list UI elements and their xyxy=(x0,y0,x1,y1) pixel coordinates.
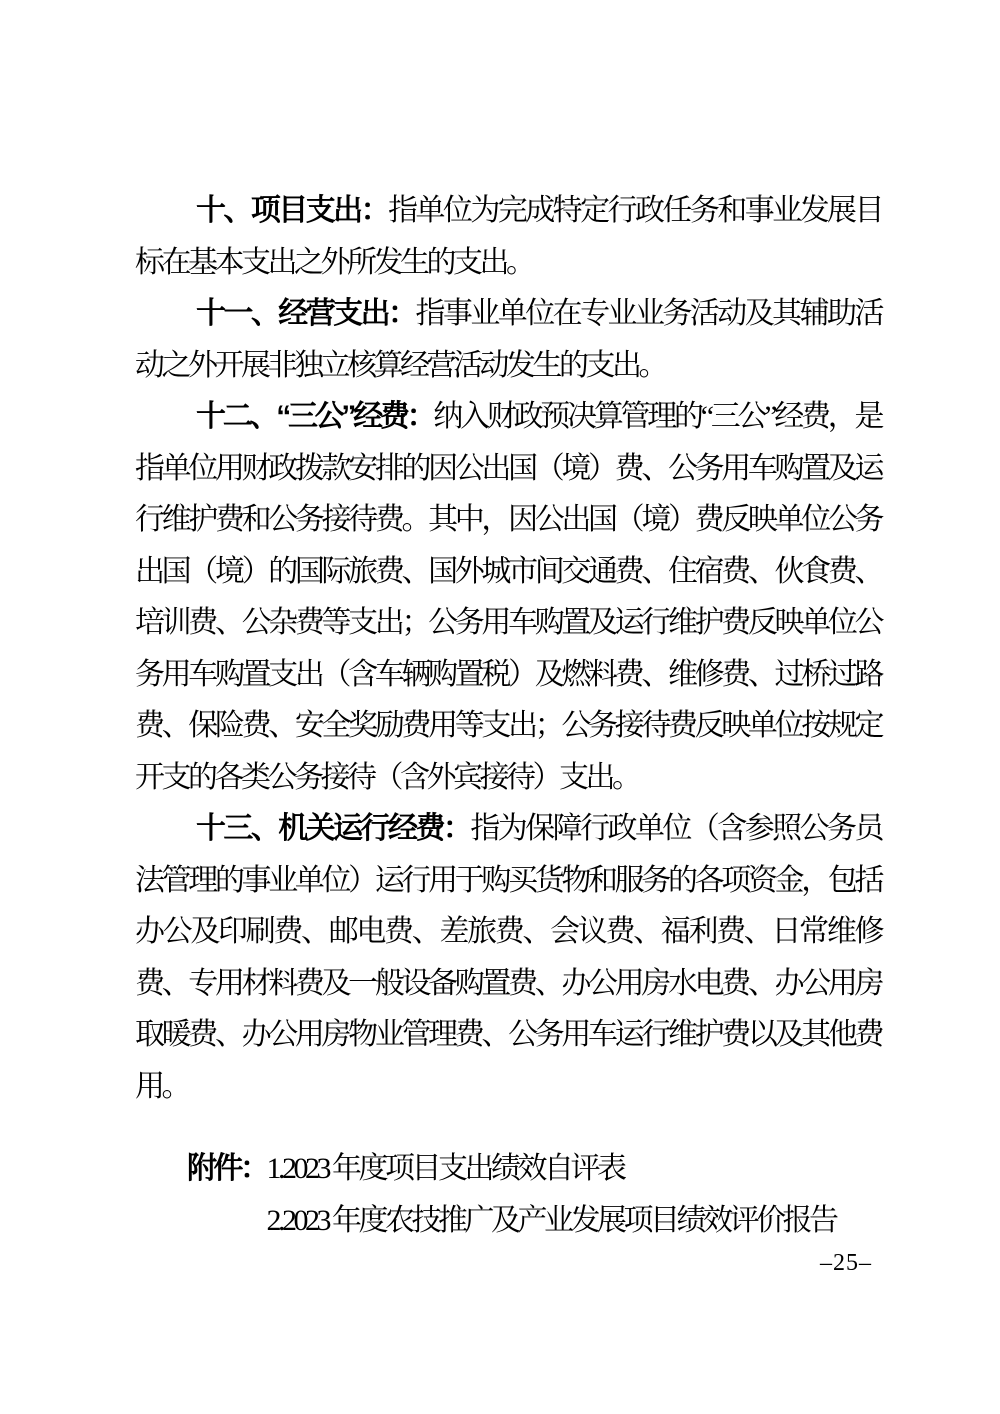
attachment-item-self-evaluation-table: 1.2023 年度项目支出绩效自评表 xyxy=(266,1152,624,1185)
para-operating-expenditure-text: 指事业单位在专业业务活动及其辅助活动之外开展非独立核算经营活动发生的支出。 xyxy=(135,297,881,382)
para-project-expenditure-text: 指单位为完成特定行政任务和事业发展目标在基本支出之外所发生的支出。 xyxy=(135,194,881,279)
para-operating-expenditure xyxy=(135,288,881,391)
document-body xyxy=(135,185,881,1246)
attachment-item-performance-report: 2.2023 年度农技推广及产业发展项目绩效评价报告 xyxy=(266,1203,836,1237)
attachments-list xyxy=(267,1143,882,1246)
para-agency-operating-funds-lead: 十三、机关运行经费： xyxy=(196,812,471,845)
para-operating-expenditure-lead: 十一、经营支出： xyxy=(196,297,416,330)
page-number: –25– xyxy=(820,1250,872,1276)
para-three-public-funds-text: 纳入财政预决算管理的“三公”经费，是指单位用财政拨款安排的因公出国（境）费、公务用车购置及运行维护费和公务接待费。其中，因公出国（境）费反映单位公务出国（境）的国际旅费、国外城市间交通费、住宿费、伙食费、培训费、公杂费等支出；公务用车购置及运行维护费反映单位公务用车购置支出（含车辆购置税）及燃料费、维修费、过桥过路费、保险费、安全奖励费用等支出；公务接待费反映单位按规定开支的各类公务接待（含外宾接待）支出。 xyxy=(135,400,881,794)
para-project-expenditure xyxy=(135,185,881,288)
para-agency-operating-funds-text: 指为保障行政单位（含参照公务员法管理的事业单位）运行用于购买货物和服务的各项资金，包括办公及印刷费、邮电费、差旅费、会议费、福利费、日常维修费、专用材料费及一般设备购置费、办公用房水电费、办公用房取暖费、办公用房物业管理费、公务用车运行维护费以及其他费用。 xyxy=(135,812,881,1103)
attachments-label: 附件： xyxy=(187,1152,267,1185)
para-three-public-funds xyxy=(135,391,881,803)
attachments-block xyxy=(135,1143,881,1246)
para-agency-operating-funds xyxy=(135,803,881,1112)
para-project-expenditure-lead: 十、项目支出： xyxy=(196,194,389,227)
para-three-public-funds-lead: 十二、“三公”经费： xyxy=(196,400,434,433)
